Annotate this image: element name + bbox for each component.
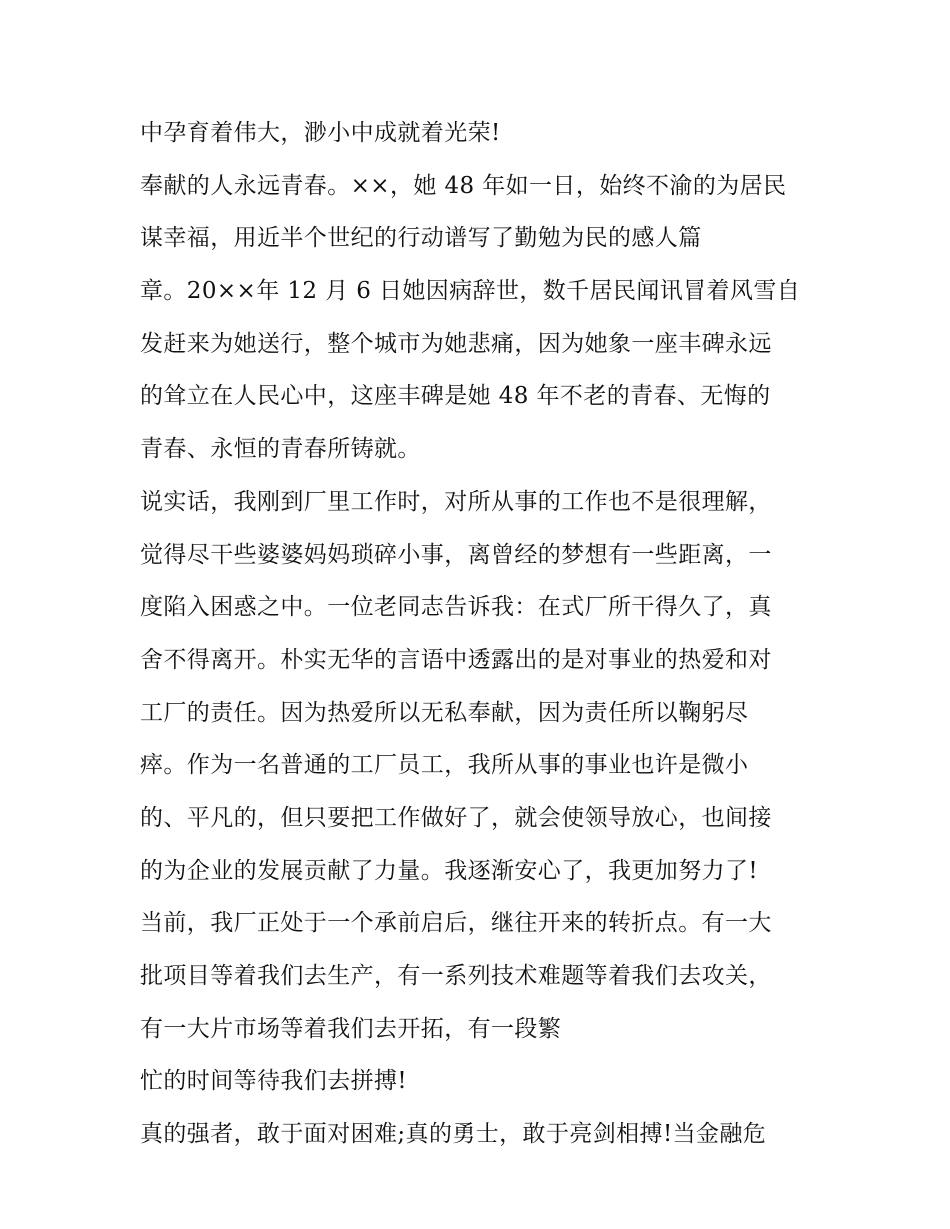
text-line: 青春、永恒的青春所铸就。 xyxy=(140,436,421,463)
text-line: 有一大片市场等着我们去开拓，有一段繁 xyxy=(140,1015,562,1042)
text-line: 舍不得离开。朴实无华的言语中透露出的是对事业的热爱和对 xyxy=(140,646,772,673)
text-line: 的耸立在人民心中，这座丰碑是她 48 年不老的青春、无悔的 xyxy=(140,383,771,410)
text-line: 真的强者，敢于面对困难;真的勇士，敢于亮剑相搏!当金融危 xyxy=(140,1121,767,1148)
text-line: 的为企业的发展贡献了力量。我逐渐安心了，我更加努力了! xyxy=(140,857,759,884)
text-line: 觉得尽干些婆婆妈妈琐碎小事，离曾经的梦想有一些距离，一 xyxy=(140,541,772,568)
text-line: 度陷入困惑之中。一位老同志告诉我：在式厂所干得久了，真 xyxy=(140,594,772,621)
text-line: 说实话，我刚到厂里工作时，对所从事的工作也不是很理解， xyxy=(140,488,772,515)
text-line: 工厂的责任。因为热爱所以无私奉献，因为责任所以鞠躬尽 xyxy=(140,699,749,726)
text-line: 瘁。作为一名普通的工厂员工，我所从事的事业也许是微小 xyxy=(140,752,749,779)
text-line: 批项目等着我们去生产，有一系列技术难题等着我们去攻关， xyxy=(140,963,772,989)
document-body xyxy=(140,107,820,1161)
text-line: 忙的时间等待我们去拼搏! xyxy=(140,1068,408,1095)
text-line: 奉献的人永远青春。××，她 48 年如一日，始终不渝的为居民 xyxy=(140,172,787,199)
text-line: 谋幸福，用近半个世纪的行动谱写了勤勉为民的感人篇 xyxy=(140,225,702,252)
text-line: 章。20××年 12 月 6 日她因病辞世，数千居民闻讯冒着风雪自 xyxy=(140,278,801,305)
text-line: 的、平凡的，但只要把工作做好了，就会使领导放心，也间接 xyxy=(140,804,772,831)
text-line: 发赶来为她送行，整个城市为她悲痛，因为她象一座丰碑永远 xyxy=(140,330,772,357)
text-line: 当前，我厂正处于一个承前启后，继往开来的转折点。有一大 xyxy=(140,910,772,937)
text-line: 中孕育着伟大，渺小中成就着光荣! xyxy=(140,120,501,146)
